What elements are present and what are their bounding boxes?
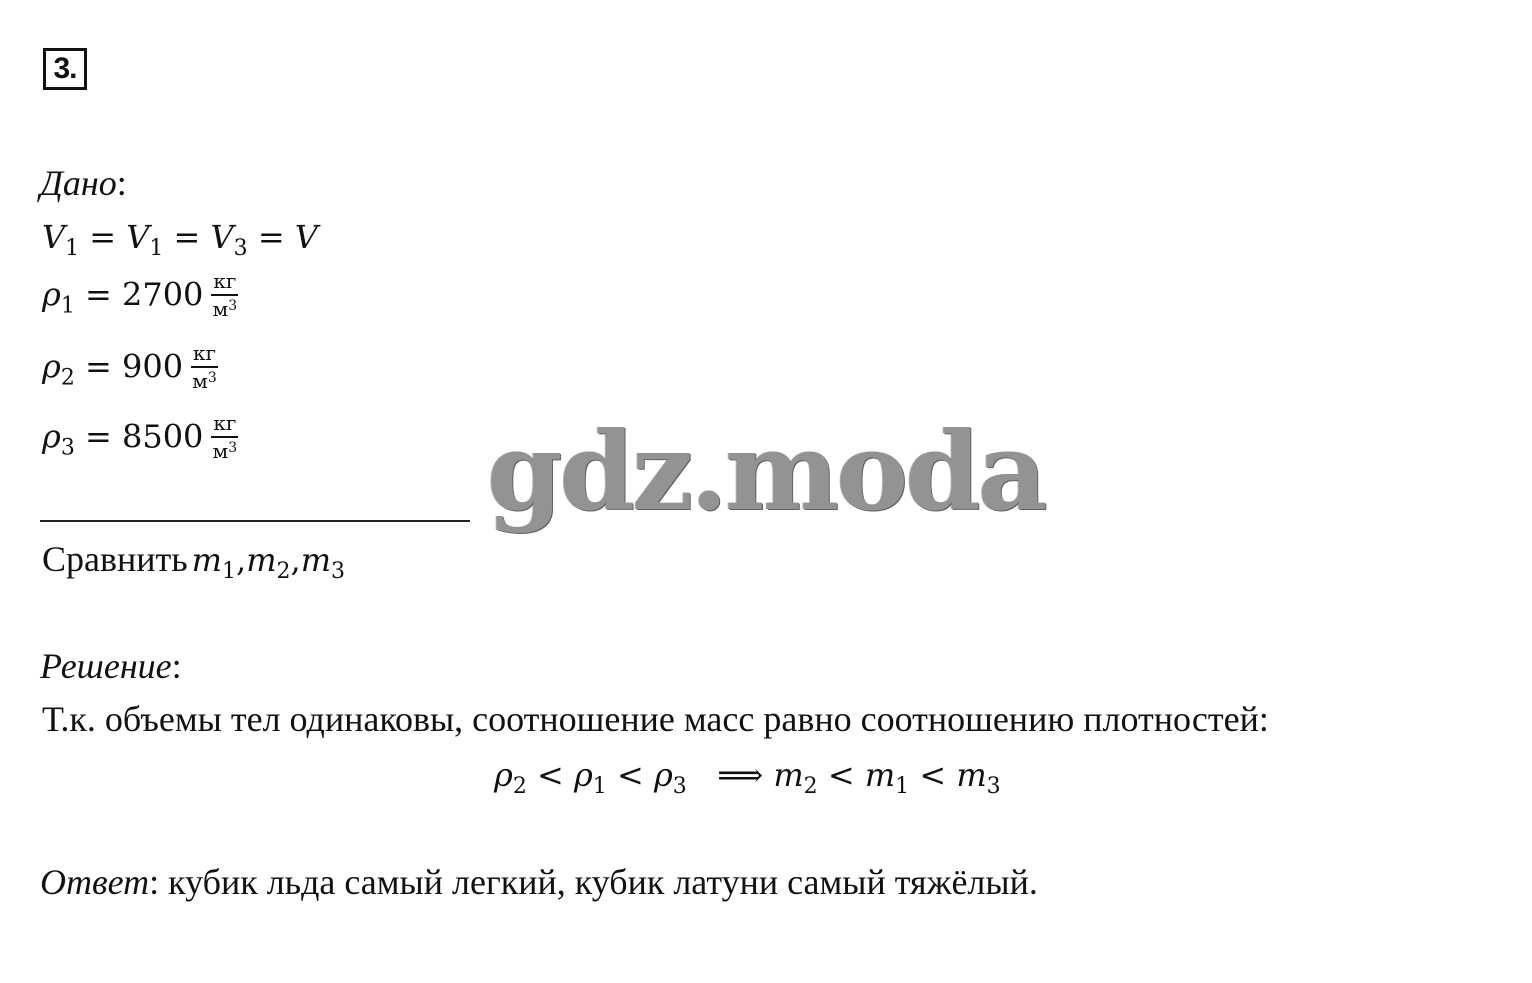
density-2-symbol: ρ [42, 347, 61, 386]
volume-common-symbol: V [294, 218, 318, 256]
density-2-line: $\rho_2 = 900$ $\frac{кг}{м^3}$ [42, 341, 217, 393]
density-1-symbol: ρ [42, 275, 61, 314]
unit-denominator [191, 368, 218, 392]
volume-1-sub: 1 [65, 236, 80, 261]
density-3-line: $\rho_3 = 8500$ $\frac{кг}{м^3}$ [42, 411, 238, 463]
formula-rho-3: ρ [653, 756, 673, 794]
mass-3-symbol: m [300, 541, 332, 579]
answer-line [40, 861, 1038, 903]
solution-colon: : [171, 646, 182, 686]
unit-numerator: кг [211, 270, 238, 296]
mass-3-sub: 3 [331, 559, 346, 584]
volume-3-symbol: V [210, 218, 234, 256]
find-line [42, 538, 346, 584]
find-label: Сравнить [42, 539, 188, 579]
formula-m-2-sub: 2 [803, 774, 818, 799]
formula-m-2: m [773, 756, 804, 794]
solution-heading [40, 645, 182, 687]
formula-rho-1-sub: 1 [592, 774, 607, 799]
unit-denominator-base: м [212, 439, 229, 463]
formula-rho-1: ρ [573, 756, 593, 794]
formula-m-3: m [956, 756, 987, 794]
solution-label: Решение [40, 646, 172, 686]
volumes-equality: $V_1 = V_1 = V_3 = V$ [42, 218, 318, 261]
density-2-unit [191, 342, 218, 392]
unit-exponent: 3 [228, 298, 238, 314]
mass-1-sub: 1 [222, 559, 237, 584]
solution-text: Т.к. объемы тел одинаковы, соотношение масс равно соотношению плотностей: [42, 699, 1269, 739]
formula-m-1: m [864, 756, 896, 794]
density-3-sub: 3 [60, 435, 75, 461]
given-colon: : [116, 163, 127, 203]
given-heading [40, 162, 127, 204]
find-masses: $m_1,m_2,m_3$ [191, 541, 346, 584]
density-3-unit [211, 412, 238, 462]
density-1-sub: 1 [60, 293, 75, 319]
unit-denominator [211, 296, 238, 320]
volume-1-symbol: V [42, 218, 66, 256]
volume-2-symbol: V [126, 218, 150, 256]
density-1-unit [211, 270, 238, 320]
density-1-value: 2700 [121, 275, 204, 314]
unit-numerator: кг [211, 412, 238, 438]
unit-denominator [211, 438, 238, 462]
density-3-symbol: ρ [42, 417, 61, 456]
given-divider [40, 520, 470, 522]
formula-rho-2: ρ [494, 756, 513, 794]
mass-2-symbol: m [246, 541, 277, 579]
unit-exponent: 3 [207, 370, 217, 386]
unit-exponent: 3 [228, 440, 238, 456]
watermark-logo: gdz.moda [487, 409, 1045, 535]
volume-3-sub: 3 [233, 236, 248, 261]
mass-2-sub: 2 [276, 559, 291, 584]
problem-number: 3. [43, 48, 87, 90]
density-2-value: 900 [121, 347, 184, 386]
solution-formula: $\rho_2 < \rho_1 < \rho_3$ ⟹ $m_2 < m_1 < m_3$ [494, 756, 1001, 799]
density-1-line: $\rho_1 = 2700$ $\frac{кг}{м^3}$ [42, 269, 238, 321]
unit-denominator-base: м [212, 297, 229, 321]
formula-rho-3-sub: 3 [672, 774, 687, 799]
answer-label: Ответ [40, 862, 150, 902]
formula-m-3-sub: 3 [986, 774, 1001, 799]
density-2-sub: 2 [60, 365, 75, 391]
answer-text: : кубик льда самый легкий, кубик латуни самый тяжёлый. [149, 862, 1038, 902]
mass-1-symbol: m [191, 541, 223, 579]
unit-denominator-base: м [192, 369, 208, 393]
formula-m-1-sub: 1 [895, 774, 910, 799]
given-label: Дано [40, 163, 117, 203]
unit-numerator: кг [191, 342, 218, 368]
formula-implies: ⟹ [717, 756, 764, 794]
density-3-value: 8500 [121, 417, 204, 456]
formula-rho-2-sub: 2 [512, 774, 527, 799]
volume-2-sub: 1 [149, 236, 164, 261]
